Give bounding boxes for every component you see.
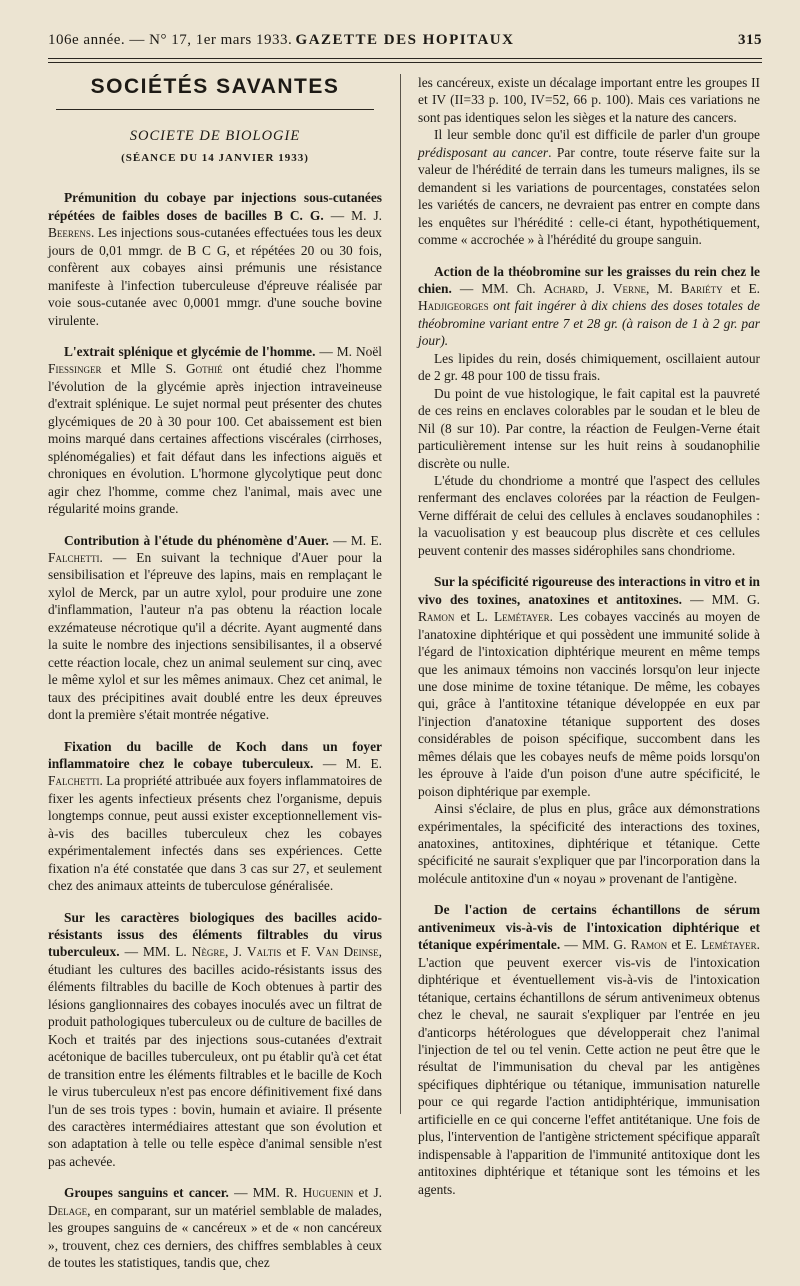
article-title: L'extrait splénique et glycémie de l'homme. bbox=[64, 343, 316, 359]
article-bacille-koch: Fixation du bacille de Koch dans un foyer inflammatoire chez le cobaye tuberculeux. — M. E. Falchetti. La propriété attribuée aux foyers inflammatoires de fixer les agents infectieux présents chez l'organisme, depuis longtemps connue, peut aussi exister exceptionnellement vis-à-vis des bacilles tuberculeux chez les cobayes expérimentalement infectés dans ses expériences. Cette fixation n'a été constatée que dans 3 cas sur 27, et seulement chez des animaux atteints de tuberculose généralisée. bbox=[48, 738, 383, 894]
article-body: . Les injections sous-cutanées effectuées tous les deux jours de 0,01 mmgr. de B C G, et répétées 20 ou 30 fois, confèrent aux cobayes ainsi prémunis une résistance manifeste à l'infection tuberculeuse d'épreuve réalisée par voie sous-cutanée avec 0,0001 mmgr. d'une souche bovine virulente. bbox=[48, 225, 382, 328]
author-name: Ramon bbox=[418, 609, 455, 625]
author-name: Beerens bbox=[48, 225, 91, 241]
article-body: Du point de vue histologique, le fait capital est la pauvreté de ces reins en enclaves colorables par le soudan et le bleu de Nil (8 sur 10). Par contre, la réaction de Feulgen-Verne était particulièrement intense sur les huit reins à soudanophilie discrète ou nulle. bbox=[418, 385, 760, 471]
article-body: . L'action que peuvent exercer vis-vis de l'intoxication diphtérique et éventuellement vis-à-vis de l'intoxication tétanique, certains échantillons de sérum antivenimeux obtenus chez le cheval, ne saurait s'expliquer par l'entrée en jeu d'anticorps hétérologues que développerait chez l'animal l'injection de tel ou tel venin. Cette action ne peut être que le résultat de l'immunisation du cheval par les antigènes spécifiques diphtérique ou tétanique, immunisation naturelle pour ce qui regarde l'action antidiphtérique, immunisation artificielle en ce qui concerne l'effet antitétanique. Une fois de plus, l'intervention de l'antigène strictement spécifique apparaît indispensable à l'apparition de l'immunité antitoxique dont les antitoxines diphtérique et tétanique sont les témoins et les agents. bbox=[418, 937, 760, 1197]
article-body: ont étudié chez l'homme l'évolution de la glycémie après injection intraveineuse d'extrait splénique. Le sujet normal peut présenter des chutes glycémiques de 20 à 30 pour 100. Cet abaissement est bien moins marqué dans certaines affections viscérales (cirrhoses, splénomégalies) et fait défaut dans les infections aiguës et chroniques en évolution. L'hormone glycolytique peut donc agir chez l'homme, comme chez l'animal, mais avec une régularité moins grande. bbox=[48, 361, 382, 517]
article-specificite: Sur la spécificité rigoureuse des interactions in vitro et in vivo des toxines, anatoxines et antitoxines. — MM. G. Ramon et L. Lemétayer. Les cobayes vaccinés au moyen de l'anatoxine diphtérique et qui possèdent une immunité solide à l'égard de l'intoxication diphtérique meurent en même temps que les animaux témoins non vaccinés lorsqu'on leur injecte une dose minime de toxine tétanique. De même, les cobayes qui, grâce à l'antitoxine tétanique développée en eux par l'injection d'anatoxine tétanique supportent des doses considérables de poison spécifique, succombent dans les mêmes délais que les cobayes neufs de même poids lorsqu'on les éprouve à l'aide d'un poison d'une autre spécificité, le poison diphtérique par exemple. Ainsi s'éclaire, de plus en plus, grâce aux démonstrations expérimentales, la spécificité des interactions des toxines, anatoxines, antitoxines, diphtérique et tétanique. Cette spécificité ne saurait s'expliquer que par l'incorporation dans la molécule antitoxine d'un « noyau » provenant de l'antigène. bbox=[418, 574, 760, 886]
section-title-rule bbox=[56, 109, 374, 110]
column-divider bbox=[400, 74, 401, 1114]
article-auer: Contribution à l'étude du phénomène d'Auer. — M. E. Falchetti. — En suivant la technique d'Auer pour la sensibilisation et l'épreuve des lapins, mais en remplaçant le xylol de Merck, par un autre xylol, pour produire une zone d'inflammation, l'auteur n'a pas obtenu la réaction locale exzémateuse nécrotique qu'il a décrite. Ayant augmenté dans la suite le nombre des injections sensibilisantes, il a observé cette réaction locale, chez un animal seulement sur cinq, avec le même xylol et sur les mêmes animaux. Chez cet animal, le taux des précipitines avait doublé entre les deux épreuves dont la première s'était montrée négative. bbox=[48, 532, 383, 723]
issue-info: 106e année. — N° 17, 1er mars 1933. bbox=[48, 32, 293, 48]
author-name: Lemétayer bbox=[494, 609, 550, 625]
article-body: Les lipides du rein, dosés chimiquement, oscillaient autour de 2 gr. 48 pour 100 de tissu frais. bbox=[418, 350, 760, 384]
article-body: . La propriété attribuée aux foyers inflammatoires de fixer les agents infectieux présents chez l'organisme, depuis longtemps connue, peut aussi exister exceptionnellement vis-à-vis des bacilles tuberculeux chez les cobayes expérimentalement infectés dans ses expériences. Cette fixation n'a été constatée que dans 3 cas sur 27, et seulement chez des animaux atteints de tuberculose généralisée. bbox=[48, 773, 383, 894]
author-name: Ramon bbox=[630, 937, 668, 953]
article-premunition: Prémunition du cobaye par injections sous-cutanées répétées de faibles doses de bacilles B C. G. — M. J. Beerens. Les injections sous-cutanées effectuées tous les deux jours de 0,01 mmgr. de B C G, et répétées 20 ou 30 fois, confèrent aux cobayes ainsi prémunis une résistance manifeste à l'infection tuberculeuse d'épreuve réalisée par voie sous-cutanée avec 0,0001 mmgr. d'une souche bovine virulente. bbox=[48, 190, 383, 328]
article-body: L'étude du chondriome a montré que l'aspect des cellules renfermant des enclaves colorées par la réaction de Feulgen-Verne différait de celui des cellules à enclaves soudanophiles : la vacuolisation y est beaucoup plus discrète et ces cellules peuvent contenir des masses sidérophiles sans chondriome. bbox=[418, 472, 760, 558]
article-body: les cancéreux, existe un décalage important entre les groupes II et IV (II=33 p. 100, IV=52, 66 p. 100). Mais ces variations ne sont pas identiques selon les sièges et la nature des cancers. bbox=[418, 75, 760, 125]
author-name: Van Deinse bbox=[315, 944, 379, 960]
article-title: Action de la théobromine sur les graisses du rein chez le chien. bbox=[418, 263, 760, 296]
page-number: 315 bbox=[738, 32, 762, 48]
article-title: Groupes sanguins et cancer. bbox=[64, 1185, 229, 1201]
running-header bbox=[48, 30, 762, 56]
article-extrait-splenique: L'extrait splénique et glycémie de l'homme. — M. Noël Fiessinger et Mlle S. Gothié ont étudié chez l'homme l'évolution de la glycémie après injection intraveineuse d'extrait splénique. Le sujet normal peut présenter des chutes glycémiques de 20 à 30 pour 100. Cet abaissement est bien moins marqué dans certaines affections viscérales (cirrhoses, splénomégalies) et fait défaut dans les infections aiguës et chroniques en évolution. L'hormone glycolytique peut donc agir chez l'homme, comme chez l'animal, mais avec une régularité moins grande. bbox=[48, 343, 383, 517]
author-name: Fiessinger bbox=[48, 361, 102, 377]
article-body: Il leur semble donc qu'il est difficile de parler d'un groupe prédisposant au cancer. Par contre, toute réserve faite sur la valeur de l'hérédité de terrain dans les tumeurs malignes, ils se demandent si les variations de pourcentages, constatées selon les variétés de cancers, ne devraient pas entrer en compte dans les enquêtes sur l'hérédité : celle-ci étant, hypothétiquement, comme « accrochée » à l'hérédité du groupe sanguin. bbox=[418, 127, 760, 248]
header-rule-thin bbox=[48, 62, 762, 63]
article-title: De l'action de certains échantillons de sérum antivenimeux vis-à-vis de l'intoxication diphtérique et tétanique expérimentale. bbox=[418, 902, 760, 953]
author-name: Falchetti bbox=[48, 549, 100, 565]
section-title: SOCIÉTÉS SAVANTES bbox=[90, 75, 340, 98]
author-name: Verne bbox=[612, 280, 647, 296]
author-name: Gothié bbox=[185, 361, 223, 377]
article-body: , en comparant, sur un matériel semblable de malades, les groupes sanguins de « cancéreux » et de « non cancéreux », trouvent, chez ces derniers, des chiffres semblables à ceux de toutes les statistiques, tandis que, chez bbox=[48, 1202, 382, 1271]
article-groupes-sanguins-continued bbox=[418, 74, 760, 249]
article-title: Prémunition du cobaye par injections sous-cutanées répétées de faibles doses de bacilles B C. G. bbox=[48, 190, 382, 223]
session-date: (SÉANCE DU 14 JANVIER 1933) bbox=[121, 151, 309, 164]
article-body: ont fait ingérer à dix chiens des doses totales de théobromine variant entre 7 et 28 gr. (à raison de 1 à 2 gr. par jour). bbox=[418, 298, 760, 349]
header-rule bbox=[48, 58, 762, 59]
article-body: , étudiant les cultures des bacilles acido-résistants issus des éléments filtrables du bacille de Koch obtenues à partir des lésions ganglionnaires des cobayes inoculés avec un filtrat de produit pathologiques tuberculeux ou de culture de bacilles de Koch et traités par des injections sous-cutanées d'extrait acétonique de bacilles tuberculeux, ont pu établir qu'à cet état de transition entre les éléments filtrables et le bacille de Koch le virus tuberculeux n'est pas encore définitivement fixé dans l'un de ses trois types : bovin, humain et aviaire. Il présente des caractères intermédiaires attestant que son évolution et son adaptation à telle ou telle espèce d'animal sensible n'est pas achevée. bbox=[48, 944, 382, 1169]
author-name: Delage bbox=[48, 1202, 88, 1218]
article-title: Sur les caractères biologiques des bacilles acido-résistants issus des éléments filtrables du virus tuberculeux. bbox=[48, 909, 382, 960]
author-name: Lemétayer bbox=[701, 937, 757, 953]
article-theobromine: Action de la théobromine sur les graisses du rein chez le chien. — MM. Ch. Achard, J. Verne, M. Bariéty et E. Hadjigeorges ont fait ingérer à dix chiens des doses totales de théobromine variant entre 7 et 28 gr. (à raison de 1 à 2 gr. par jour). Les lipides du rein, dosés chimiquement, oscillaient autour de 2 gr. 48 pour 100 de tissu frais. Du point de vue histologique, le fait capital est la pauvreté de ces reins en enclaves colorables par le soudan et le bleu de Nil (8 sur 10). Par contre, la réaction de Feulgen-Verne était particulièrement intense sur les huit reins à soudanophilie discrète ou nulle. L'étude du chondriome a montré que l'aspect des cellules renfermant des enclaves colorées par la réaction de Feulgen-Verne différait de celui des cellules à enclaves soudanophiles : la vacuolisation y est beaucoup plus discrète et ces cellules peuvent contenir des masses sidérophiles sans chondriome. bbox=[418, 263, 760, 558]
author-name: Falchetti bbox=[48, 773, 100, 789]
article-title: Fixation du bacille de Koch dans un foyer inflammatoire chez le cobaye tuberculeux. bbox=[48, 738, 382, 771]
article-body: Ainsi s'éclaire, de plus en plus, grâce aux démonstrations expérimentales, la spécificité des interactions des toxines, anatoxines, antitoxines, diphtérique et tétanique. Cette spécificité ne saurait s'expliquer que par l'incorporation dans la molécule antitoxine d'un « noyau » provenant de l'antigène. bbox=[418, 801, 760, 886]
journal-title: GAZETTE DES HOPITAUX bbox=[295, 32, 515, 48]
right-column bbox=[418, 74, 760, 1212]
article-acido-resistants: Sur les caractères biologiques des bacilles acido-résistants issus des éléments filtrables du virus tuberculeux. — MM. L. Nègre, J. Valtis et F. Van Deinse, étudiant les cultures des bacilles acido-résistants issus des éléments filtrables du bacille de Koch obtenues à partir des lésions ganglionnaires des cobayes inoculés avec un filtrat de produit pathologiques tuberculeux ou de culture de bacilles de Koch et traités par des injections sous-cutanées d'extrait acétonique de bacilles tuberculeux, ont pu établir qu'à cet état de transition entre les éléments filtrables et le bacille de Koch le virus tuberculeux n'est pas encore définitivement fixé dans l'un de ses trois types : bovin, humain et aviaire. Il présente des caractères intermédiaires attestant que son évolution et son adaptation à telle ou telle espèce d'animal sensible n'est pas achevée. bbox=[48, 909, 382, 1169]
author-name: Bariéty bbox=[680, 280, 723, 296]
article-title: Contribution à l'étude du phénomène d'Auer. bbox=[64, 532, 329, 548]
article-body: . — En suivant la technique d'Auer pour la sensibilisation et l'épreuve des lapins, mais en remplaçant le xylol de Merck, par un autre xylol, pour produire une zone d'inflammation, l'auteur n'a pas obtenu la réaction locale exzémateuse nécrotique qu'il a décrite. Ayant augmenté dans la suite le nombre des injections sensibilisantes, il a observé cette réaction locale, chez un animal seulement sur cinq, avec le même xylol et sur les mêmes animaux. Chez cet animal, le taux des précipitines avait doublé entre les deux épreuves dont la première s'était montrée négative. bbox=[48, 549, 382, 723]
article-body: . Les cobayes vaccinés au moyen de l'anatoxine diphtérique et qui possèdent une immunité solide à l'égard de l'intoxication diphtérique meurent en même temps que les animaux témoins non vaccinés lorsqu'on leur injecte une dose minime de toxine tétanique. De même, les cobayes qui, grâce à l'antitoxine tétanique développée en eux par l'injection d'anatoxine tétanique supportent des doses considérables de poison spécifique, succombent dans les mêmes délais que les cobayes neufs de même poids lorsqu'on les éprouve à l'aide d'un poison d'une autre spécificité, le poison diphtérique par exemple. bbox=[418, 609, 760, 799]
article-groupes-sanguins: Groupes sanguins et cancer. — MM. R. Huguenin et J. Delage, en comparant, sur un matériel semblable de malades, les groupes sanguins de « cancéreux » et de « non cancéreux », trouvent, chez ces derniers, des chiffres semblables à ceux de toutes les statistiques, tandis que, chez bbox=[48, 1185, 382, 1271]
article-serum-antivenimeux: De l'action de certains échantillons de sérum antivenimeux vis-à-vis de l'intoxication diphtérique et tétanique expérimentale. — MM. G. Ramon et E. Lemétayer. L'action que peuvent exercer vis-vis de l'intoxication diphtérique et éventuellement vis-à-vis de l'intoxication tétanique, certains échantillons de sérum antivenimeux obtenus chez le cheval, ne saurait s'expliquer par l'entrée en jeu d'anticorps hétérologues que développerait chez l'animal l'injection de tel ou tel venin. Cette action ne peut être que le résultat de l'immunisation du cheval par les antigènes spécifiques diphtérique ou tétanique, immunisation naturelle pour ce qui regarde l'action antidiphtérique, immunisation artificielle en ce qui concerne l'effet antitétanique. Une fois de plus, l'intervention de l'antigène strictement spécifique apparaît indispensable à l'apparition de l'immunité antitoxique dont les antitoxines diphtérique et tétanique sont les témoins et les agents. bbox=[418, 902, 760, 1197]
author-name: Hadjigeorges bbox=[418, 298, 489, 314]
author-name: Huguenin bbox=[302, 1185, 354, 1201]
article-title: Sur la spécificité rigoureuse des interactions in vitro et in vivo des toxines, anatoxines et antitoxines. bbox=[418, 574, 760, 607]
author-name: Achard bbox=[543, 280, 585, 296]
left-column bbox=[48, 72, 382, 1286]
author-name: Valtis bbox=[246, 944, 282, 960]
author-name: Nègre bbox=[191, 944, 225, 960]
society-name: SOCIETE DE BIOLOGIE bbox=[129, 128, 301, 145]
